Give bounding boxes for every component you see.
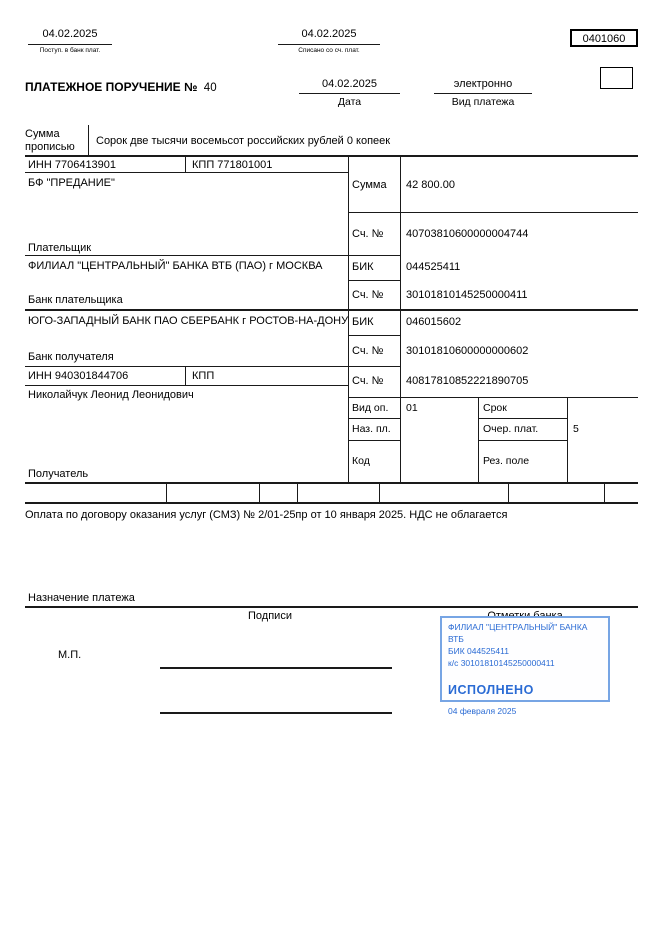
grid-line: [567, 397, 568, 482]
payee-bank-account-label: Сч. №: [352, 345, 384, 357]
payment-type-label: Вид платежа: [451, 96, 515, 108]
grid-line: [25, 172, 348, 173]
payment-kind-checkbox: [600, 67, 633, 89]
payee-account-label: Сч. №: [352, 375, 384, 387]
payer-bank-bik-value: 044525411: [406, 261, 461, 273]
grid-line: [166, 483, 167, 502]
payer-account-label: Сч. №: [352, 228, 384, 240]
section-line: [25, 482, 638, 484]
bank-stamp: [440, 616, 610, 717]
document-date: 04.02.2025: [321, 78, 378, 90]
grid-line: [348, 155, 349, 482]
payer-account-value: 40703810600000004744: [406, 228, 529, 240]
priority-label: Очер. плат.: [483, 423, 539, 435]
term-label: Срок: [483, 402, 507, 414]
section-line: [25, 309, 638, 311]
grid-line: [25, 385, 348, 386]
sum-label: Сумма: [352, 179, 387, 191]
payer-bank-bik-label: БИК: [352, 261, 374, 273]
priority-value: 5: [573, 423, 579, 435]
grid-line: [379, 483, 380, 502]
stamp-date: 04 февраля 2025: [448, 706, 517, 717]
debited-date-label: Списано со сч. плат.: [298, 47, 360, 54]
payee-account-value: 40817810852221890705: [406, 375, 529, 387]
sum-value: 42 800.00: [406, 179, 455, 191]
amount-words-label: Сумма прописью: [25, 128, 75, 153]
amount-words-value: Сорок две тысячи восемьсот российских рублей 0 копеек: [96, 135, 391, 147]
grid-line: [348, 397, 638, 398]
debited-date: 04.02.2025: [301, 28, 357, 40]
grid-line: [348, 418, 400, 419]
payment-purpose-label: Назначение платежа: [28, 592, 135, 604]
date-underline: [299, 93, 400, 94]
stamp-place-label: М.П.: [58, 649, 82, 661]
payee-inn: ИНН 940301844706: [28, 370, 129, 382]
grid-line: [348, 335, 400, 336]
payer-inn: ИНН 7706413901: [28, 159, 117, 171]
received-date-label: Поступ. в банк плат.: [39, 47, 101, 54]
code-label: Код: [352, 455, 370, 467]
grid-line: [185, 156, 186, 172]
form-code-box: 0401060: [570, 29, 638, 47]
payee-bank-account-value: 30101810600000000602: [406, 345, 529, 357]
payee-bank-bik-label: БИК: [352, 316, 374, 328]
grid-line: [508, 483, 509, 502]
payee-name: Николайчук Леонид Леонидович: [28, 389, 194, 401]
payer-section-label: Плательщик: [28, 242, 92, 254]
grid-line: [478, 418, 567, 419]
signature-line: [160, 712, 392, 714]
payer-kpp: КПП 771801001: [192, 159, 273, 171]
section-line: [25, 155, 638, 157]
payee-bank-section-label: Банк получателя: [28, 351, 114, 363]
amount-words-divider: [88, 125, 89, 155]
grid-line: [25, 255, 400, 256]
payer-bank-account-value: 30101810145250000411: [406, 289, 528, 301]
document-title: ПЛАТЕЖНОЕ ПОРУЧЕНИЕ №: [25, 80, 198, 94]
grid-line: [478, 440, 567, 441]
received-date: 04.02.2025: [42, 28, 98, 40]
op-type-label: Вид оп.: [352, 402, 389, 414]
grid-line: [400, 155, 401, 482]
grid-line: [348, 440, 400, 441]
payee-bank-name: ЮГО-ЗАПАДНЫЙ БАНК ПАО СБЕРБАНК г РОСТОВ-НА-ДОНУ: [28, 315, 349, 327]
op-type-value: 01: [406, 402, 418, 414]
date-label: Дата: [337, 96, 362, 108]
stamp-bik-line: БИК 044525411: [448, 645, 509, 656]
stamp-status: ИСПОЛНЕНО: [448, 682, 534, 697]
signature-line: [160, 667, 392, 669]
grid-line: [348, 280, 400, 281]
payment-type-underline: [434, 93, 532, 94]
grid-line: [25, 366, 400, 367]
payee-kpp: КПП: [192, 370, 215, 382]
payment-type-value: электронно: [453, 78, 513, 90]
payer-bank-account-label: Сч. №: [352, 289, 384, 301]
section-line: [25, 502, 638, 504]
debited-date-underline: [278, 44, 380, 45]
payer-bank-name: ФИЛИАЛ "ЦЕНТРАЛЬНЫЙ" БАНКА ВТБ (ПАО) г МОСКВА: [28, 260, 323, 272]
stamp-account-line: к/с 30101810145250000411: [448, 657, 555, 668]
reserve-field-label: Рез. поле: [483, 455, 530, 467]
section-line: [25, 606, 638, 608]
payer-name: БФ "ПРЕДАНИЕ": [28, 177, 115, 189]
document-number: 40: [203, 82, 217, 94]
grid-line: [604, 483, 605, 502]
grid-line: [348, 212, 638, 213]
received-date-underline: [28, 44, 112, 45]
payee-section-label: Получатель: [28, 468, 89, 480]
grid-line: [259, 483, 260, 502]
grid-line: [185, 367, 186, 385]
payer-bank-section-label: Банк плательщика: [28, 294, 123, 306]
stamp-bank-name: ФИЛИАЛ "ЦЕНТРАЛЬНЫЙ" БАНКА ВТБ: [448, 622, 588, 644]
purpose-code-label: Наз. пл.: [352, 423, 391, 435]
signatures-label: Подписи: [248, 610, 292, 622]
grid-line: [297, 483, 298, 502]
payee-bank-bik-value: 046015602: [406, 316, 462, 328]
payment-purpose-text: Оплата по договору оказания услуг (СМЗ) № 2/01-25пр от 10 января 2025. НДС не облагается: [25, 509, 508, 521]
